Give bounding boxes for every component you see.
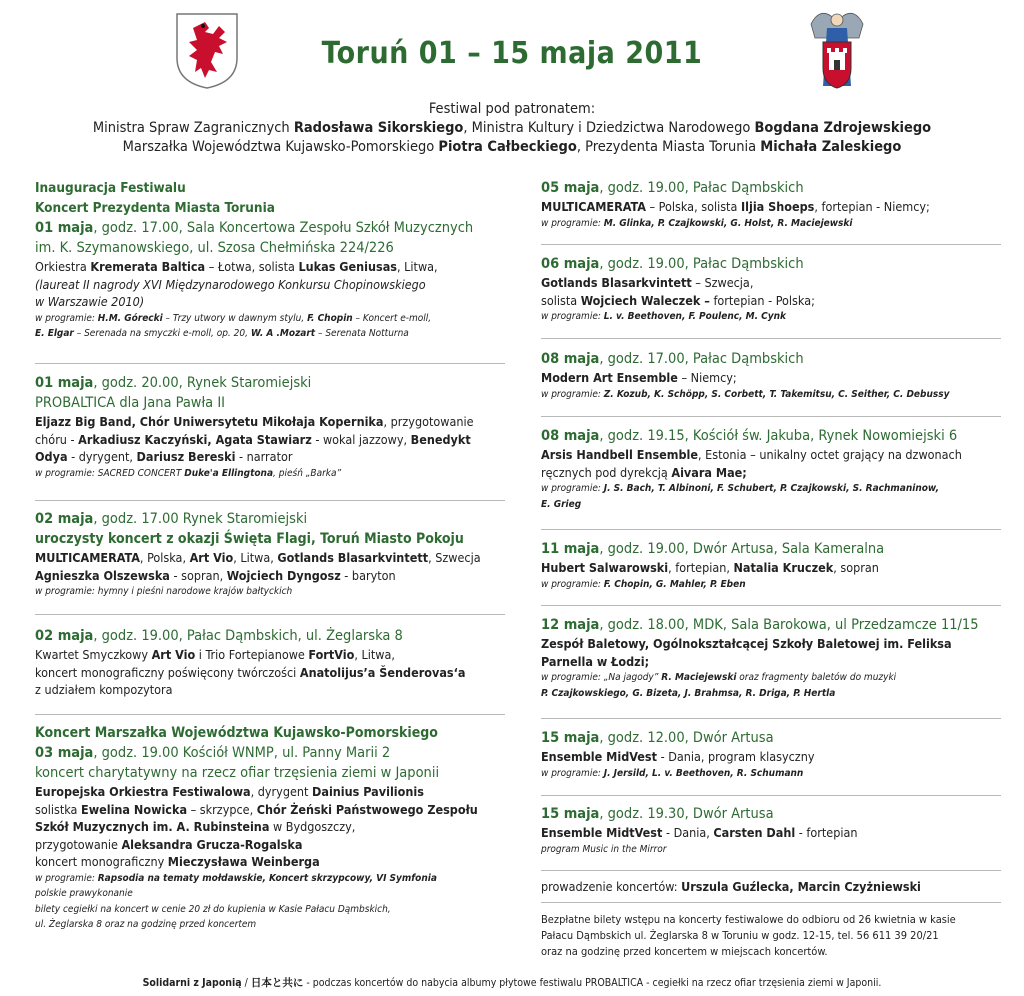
- text: – Niemcy;: [677, 370, 737, 385]
- patronage-line-1: [0, 119, 1024, 138]
- name: Wojciech Dyngosz: [226, 567, 341, 583]
- event-text: [35, 836, 505, 854]
- event-program: [541, 670, 1001, 686]
- event-date: [35, 373, 505, 393]
- event-text: [35, 431, 505, 449]
- composer: R. Maciejewski: [661, 672, 737, 683]
- name: Mieczysława Weinberga: [167, 854, 320, 869]
- event-text: [35, 448, 505, 466]
- text: - narrator: [235, 449, 293, 464]
- venue: , godz. 12.00, Dwór Artusa: [599, 730, 774, 746]
- text: , Litwa,: [397, 259, 438, 274]
- event-text: [35, 818, 505, 836]
- text: - fortepian: [795, 825, 858, 840]
- venue: , godz. 20.00, Rynek Staromiejski: [93, 375, 312, 391]
- text: Kwartet Smyczkowy: [35, 647, 152, 662]
- name: Gotlands Blasarkvintett: [541, 275, 692, 290]
- text: - sopran,: [169, 567, 227, 583]
- composers: J. S. Bach, T. Albinoni, F. Schubert, P. Czajkowski, S. Rachmaninow,: [603, 483, 940, 494]
- text: – Polska, solista: [645, 199, 741, 214]
- text: , Litwa,: [233, 550, 278, 565]
- event-ballet: [541, 615, 1001, 701]
- name: Benedykt: [410, 431, 471, 447]
- divider: [541, 605, 1001, 606]
- divider: [541, 870, 1001, 871]
- event-program: [35, 466, 505, 482]
- name: Piotra Całbeckiego: [438, 139, 577, 155]
- text: - Dania, program klasyczny: [657, 749, 815, 764]
- text: Orkiestra: [35, 259, 91, 274]
- event-text: Parnella w Łodzi;: [541, 653, 650, 669]
- divider: [541, 416, 1001, 417]
- text: koncert monograficzny poświęcony twórczości: [35, 664, 300, 680]
- event-text: [541, 748, 1001, 766]
- name: Art Vio: [189, 550, 234, 565]
- text: – Koncert e-moll,: [352, 312, 432, 324]
- event-text: w Warszawie 2010): [35, 294, 145, 309]
- text: w programie: „Na jagody”: [541, 672, 662, 683]
- text: w programie:: [541, 311, 604, 322]
- name: Art Vio: [151, 647, 196, 662]
- date: 05 maja: [541, 180, 600, 196]
- event-text: [35, 783, 505, 801]
- event-date: [541, 426, 1001, 446]
- event-program: [541, 577, 1001, 593]
- venue: , godz. 18.00, MDK, Sala Barokowa, ul Przedzamcze 11/15: [599, 617, 979, 633]
- name: Aleksandra Grucza-Rogalska: [121, 836, 303, 852]
- text: , Estonia – unikalny octet grający na dzwonach: [698, 447, 962, 462]
- tickets-line: oraz na godzinę przed koncertem w miejscach koncertów.: [541, 945, 828, 958]
- event-heading: Koncert Prezydenta Miasta Torunia: [35, 200, 275, 216]
- date: 15 maja: [541, 806, 600, 822]
- venue: , godz. 17.00, Sala Koncertowa Zespołu Szkół Muzycznych: [93, 220, 474, 236]
- text: – Łotwa, solista: [205, 259, 299, 274]
- host-names: Urszula Guźlecka, Marcin Czyżniewski: [681, 879, 921, 894]
- event-date: [35, 509, 505, 529]
- name: Arkadiusz Kaczyński, Agata Stawiarz: [78, 431, 312, 447]
- event-text: [35, 853, 505, 871]
- text: w programie:: [541, 767, 604, 779]
- event-program: program Music in the Mirror: [541, 843, 667, 855]
- text: , Polska,: [139, 550, 190, 565]
- event-date: [35, 743, 505, 763]
- event-program: [541, 481, 1001, 497]
- date: 02 maja: [35, 511, 94, 527]
- text: solista: [541, 292, 581, 308]
- event-program: [541, 387, 1001, 403]
- text: w programie:: [541, 483, 604, 494]
- composers: J. Jersild, L. v. Beethoven, R. Schumann: [603, 767, 804, 779]
- text: ręcznych pod dyrekcją: [541, 464, 672, 480]
- name: Michała Zaleskiego: [760, 139, 902, 155]
- event-date: [541, 254, 1001, 274]
- event-program: polskie prawykonanie: [35, 888, 133, 899]
- event-text: [541, 292, 1001, 310]
- name: Bogdana Zdrojewskiego: [754, 120, 932, 136]
- date: 08 maja: [541, 351, 600, 367]
- name: Europejska Orkiestra Festiwalowa: [35, 784, 251, 799]
- event-flag-day: [35, 509, 505, 600]
- text: koncert monograficzny: [35, 854, 168, 869]
- event-midvest: [541, 728, 1001, 781]
- divider: [35, 363, 505, 364]
- event-multicamerata: [541, 178, 1001, 231]
- text: – Szwecja,: [691, 275, 754, 290]
- footer: [0, 975, 1024, 990]
- name: Wojciech Waleczek –: [580, 292, 710, 308]
- event-text: [541, 369, 1001, 387]
- name: Dariusz Bereski: [136, 449, 236, 464]
- name: Gotlands Blasarkvintett: [277, 550, 429, 565]
- event-program: [541, 309, 1001, 325]
- footer-japanese: 日本と共に: [250, 977, 304, 989]
- composers: L. v. Beethoven, F. Poulenc, M. Cynk: [603, 311, 786, 322]
- tickets-line: Bezpłatne bilety wstępu na koncerty festiwalowe do odbioru od 26 kwietnia w kasie: [541, 913, 956, 926]
- text: - wokal jazzowy,: [311, 431, 411, 447]
- event-text: [35, 549, 505, 567]
- patronage: [0, 100, 1024, 157]
- event-heading: Inauguracja Festiwalu: [35, 180, 186, 196]
- event-tickets-note: bilety cegiełki na koncert w cenie 20 zł do kupienia w Kasie Pałacu Dąmbskich,: [35, 903, 391, 915]
- event-text: [541, 274, 1001, 292]
- event-program: w programie: hymny i pieśni narodowe krajów bałtyckich: [35, 586, 293, 597]
- event-salwarowski: [541, 539, 1001, 592]
- event-date: [541, 539, 1001, 559]
- text: , pieśń „Barka”: [273, 467, 342, 479]
- date: 08 maja: [541, 428, 600, 444]
- text: , fortepian,: [668, 560, 734, 575]
- date: 12 maja: [541, 617, 600, 633]
- composer: E. Elgar: [35, 328, 74, 339]
- text: , przygotowanie: [383, 414, 474, 429]
- text: prowadzenie koncertów:: [541, 879, 682, 894]
- text: oraz fragmenty baletów do muzyki: [736, 672, 897, 683]
- event-text: z udziałem kompozytora: [35, 682, 173, 697]
- text: w programie: SACRED CONCERT: [35, 467, 185, 479]
- text: przygotowanie: [35, 836, 122, 852]
- name: Kremerata Baltica: [90, 259, 206, 274]
- text: w Bydgoszczy,: [269, 819, 356, 834]
- tickets-line: Pałacu Dąmbskich ul. Żeglarska 8 w Toruniu w godz. 12-15, tel. 56 611 39 20/21: [541, 929, 939, 942]
- venue: , godz. 19.00, Pałac Dąmbskich, ul. Żeglarska 8: [93, 628, 403, 644]
- event-program: [35, 311, 505, 327]
- venue: , godz. 19.15, Kościół św. Jakuba, Rynek Nowomiejski 6: [599, 428, 958, 444]
- event-program: [541, 766, 1001, 782]
- date: 06 maja: [541, 256, 600, 272]
- name: Dainius Pavilionis: [312, 784, 424, 799]
- date: 03 maja: [35, 745, 94, 761]
- text: - Dania,: [662, 825, 714, 840]
- text: – skrzypce,: [187, 801, 257, 817]
- venue: , godz. 19.00, Pałac Dąmbskich: [599, 180, 804, 196]
- name: Radosława Sikorskiego: [293, 120, 464, 136]
- event-text: [541, 198, 1001, 216]
- footer-slogan: Solidarni z Japonią: [142, 977, 242, 989]
- patronage-line-2: [0, 138, 1024, 157]
- divider: [541, 244, 1001, 245]
- divider: [35, 500, 505, 501]
- event-program: E. Grieg: [541, 498, 582, 510]
- name: Modern Art Ensemble: [541, 370, 678, 385]
- date: 11 maja: [541, 541, 600, 557]
- tickets-info: [541, 912, 1001, 960]
- text: , Szwecja: [428, 550, 481, 565]
- text: i Trio Fortepianowe: [195, 647, 309, 662]
- text: – Serenada na smyczki e-moll, op. 20,: [73, 328, 251, 339]
- hosts: [541, 878, 1001, 896]
- composer: Duke'a Ellingtona: [184, 467, 274, 479]
- event-text: (laureat II nagrody XVI Międzynarodowego Konkursu Chopinowskiego: [35, 276, 426, 292]
- text: , fortepian - Niemcy;: [814, 199, 930, 214]
- patronage-heading: Festiwal pod patronatem:: [428, 101, 596, 117]
- venue: , godz. 19.00, Dwór Artusa, Sala Kameralna: [599, 541, 885, 557]
- event-date: [35, 218, 505, 238]
- text: w programie:: [35, 312, 98, 324]
- name: Aivara Mae;: [671, 464, 747, 480]
- divider: [541, 718, 1001, 719]
- venue: , godz. 19.00 Kościół WNMP, ul. Panny Marii 2: [93, 745, 391, 761]
- event-date: [541, 615, 1001, 635]
- text: w programie:: [541, 578, 604, 590]
- text: , Litwa,: [354, 647, 395, 662]
- event-heading: koncert charytatywny na rzecz ofiar trzęsienia ziemi w Japonii: [35, 765, 440, 781]
- footer-text: - podczas koncertów do nabycia albumy płytowe festiwalu PROBALTICA - cegiełki na rzecz ofiar trzęsienia ziemi w Japonii.: [303, 977, 882, 989]
- event-japan-charity: [35, 723, 505, 933]
- venue: , godz. 17.00, Pałac Dąmbskich: [599, 351, 804, 367]
- composers: Z. Kozub, K. Schöpp, S. Corbett, T. Takemitsu, C. Seither, C. Debussy: [603, 388, 950, 400]
- name: Natalia Kruczek: [733, 560, 834, 575]
- name: Carsten Dahl: [713, 825, 796, 840]
- composers: M. Glinka, P. Czajkowski, G. Holst, R. Maciejewski: [603, 217, 853, 229]
- name: Ensemble MidVest: [541, 749, 657, 764]
- event-venue: im. K. Szymanowskiego, ul. Szosa Chełmińska 224/226: [35, 240, 394, 256]
- event-text: [541, 446, 1001, 464]
- name: FortVio: [308, 647, 355, 662]
- text: - baryton: [340, 567, 396, 583]
- event-art-vio: [35, 626, 505, 699]
- text: fortepian - Polska;: [709, 292, 815, 308]
- venue: , godz. 17.00 Rynek Staromiejski: [93, 511, 308, 527]
- text: , Prezydenta Miasta Torunia: [576, 139, 761, 155]
- venue: , godz. 19.30, Dwór Artusa: [599, 806, 774, 822]
- event-heading: uroczysty koncert z okazji Święta Flagi, Toruń Miasto Pokoju: [35, 531, 464, 547]
- page-title: Toruń 01 – 15 maja 2011: [321, 36, 703, 71]
- text: Ministra Spraw Zagranicznych: [92, 120, 294, 136]
- composer: W. A .Mozart: [250, 328, 316, 339]
- name: Odya: [35, 449, 68, 464]
- text: w programie:: [541, 388, 604, 400]
- divider: [35, 614, 505, 615]
- divider: [541, 529, 1001, 530]
- composers: F. Chopin, G. Mahler, P. Eben: [603, 578, 746, 590]
- event-gotlands: [541, 254, 1001, 325]
- event-inauguration: [35, 178, 505, 342]
- divider: [541, 795, 1001, 796]
- event-midtvest: [541, 804, 1001, 857]
- text: – Trzy utwory w dawnym stylu,: [162, 312, 308, 324]
- event-date: [541, 804, 1001, 824]
- event-program: [35, 326, 505, 342]
- name: Eljazz Big Band, Chór Uniwersytetu Mikołaja Kopernika: [35, 414, 384, 429]
- composer: H.M. Górecki: [97, 312, 163, 324]
- event-text: [35, 567, 505, 585]
- event-tickets-note: ul. Żeglarska 8 oraz na godzinę przed koncertem: [35, 919, 257, 930]
- venue: , godz. 19.00, Pałac Dąmbskich: [599, 256, 804, 272]
- event-date: [35, 626, 505, 646]
- date: 01 maja: [35, 220, 94, 236]
- name: Lukas Geniusas: [298, 259, 398, 274]
- text: /: [241, 977, 251, 989]
- text: chóru -: [35, 431, 79, 447]
- name: Szkół Muzycznych im. A. Rubinsteina: [35, 819, 270, 834]
- date: 15 maja: [541, 730, 600, 746]
- name: Ensemble MidtVest: [541, 825, 663, 840]
- divider: [541, 902, 1001, 903]
- name: Hubert Salwarowski: [541, 560, 669, 575]
- divider: [35, 714, 505, 715]
- text: w programie:: [35, 872, 98, 884]
- divider: [541, 338, 1001, 339]
- text: solistka: [35, 801, 82, 817]
- event-date: [541, 728, 1001, 748]
- event-program: P. Czajkowskiego, G. Bizeta, J. Brahmsa, R. Driga, P. Hertla: [541, 687, 836, 699]
- name: Iljia Shoeps: [740, 199, 815, 214]
- name: Chór Żeński Państwowego Zespołu: [256, 801, 478, 817]
- event-program: [541, 216, 1001, 232]
- text: , Ministra Kultury i Dziedzictwa Narodowego: [463, 120, 755, 136]
- event-arsis: [541, 426, 1001, 512]
- event-text: [541, 559, 1001, 577]
- text: , sopran: [833, 560, 879, 575]
- event-text: Zespół Baletowy, Ogólnokształcącej Szkoły Baletowej im. Feliksa: [541, 636, 952, 651]
- event-text: [541, 464, 1001, 482]
- event-text: [35, 258, 505, 276]
- composer: F. Chopin: [307, 312, 353, 324]
- text: w programie:: [541, 217, 604, 229]
- name: Anatolijus’a Šenderovas‘a: [299, 664, 466, 680]
- date: 02 maja: [35, 628, 94, 644]
- works: Rapsodia na tematy mołdawskie, Koncert skrzypcowy, VI Symfonia: [97, 872, 437, 884]
- event-text: [541, 824, 1001, 842]
- text: - dyrygent,: [67, 449, 137, 464]
- name: MULTICAMERATA: [541, 199, 646, 214]
- text: Marszałka Województwa Kujawsko-Pomorskiego: [122, 139, 439, 155]
- event-program: [35, 871, 505, 887]
- date: 01 maja: [35, 375, 94, 391]
- event-modern-art: [541, 349, 1001, 402]
- event-text: [35, 646, 505, 664]
- event-text: [35, 664, 505, 682]
- text: – Serenata Notturna: [315, 328, 409, 339]
- event-probaltica: [35, 373, 505, 481]
- event-date: [541, 178, 1001, 198]
- event-date: [541, 349, 1001, 369]
- name: Arsis Handbell Ensemble: [541, 447, 699, 462]
- name: Ewelina Nowicka: [81, 801, 188, 817]
- event-heading: Koncert Marszałka Województwa Kujawsko-Pomorskiego: [35, 725, 438, 741]
- event-text: [35, 801, 505, 819]
- event-heading: PROBALTICA dla Jana Pawła II: [35, 395, 226, 411]
- name: MULTICAMERATA: [35, 550, 140, 565]
- name: Agnieszka Olszewska: [35, 567, 170, 583]
- text: , dyrygent: [250, 784, 313, 799]
- event-text: [35, 413, 505, 431]
